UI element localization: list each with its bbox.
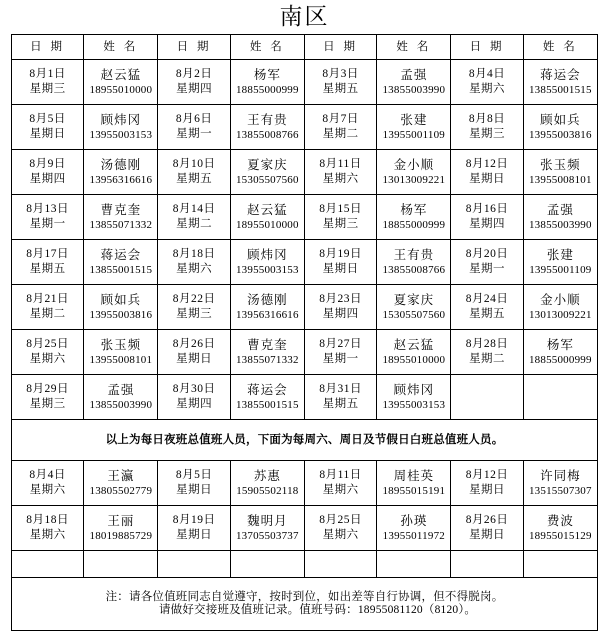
- date-cell: [12, 330, 84, 375]
- weekday-text: 星期五: [469, 308, 506, 320]
- person-phone: 15305507560: [235, 174, 299, 186]
- weekday-text: 星期一: [176, 128, 213, 140]
- column-header-date-4: 日 期: [451, 35, 523, 60]
- person-name: 曹克奎: [247, 338, 288, 352]
- weekday-text: 星期三: [322, 218, 359, 230]
- weekday-text: 星期一: [469, 263, 506, 275]
- person-phone: 13956316616: [89, 174, 153, 186]
- date-cell: [304, 60, 376, 105]
- person-name: 王有贵: [247, 113, 288, 127]
- name-cell: [377, 461, 451, 506]
- date-cell: [158, 375, 230, 420]
- date-cell: [304, 240, 376, 285]
- name-cell: [230, 506, 304, 551]
- person-name: 魏明月: [247, 514, 288, 528]
- person-name: 杨军: [253, 68, 281, 82]
- weekday-text: 星期六: [322, 529, 359, 541]
- page-title: 南区: [279, 4, 330, 29]
- name-cell: [523, 461, 597, 506]
- person-phone: 13955003816: [89, 309, 153, 321]
- name-cell: [523, 195, 597, 240]
- person-phone: 18955015129: [528, 530, 592, 542]
- person-phone: 13013009221: [528, 309, 592, 321]
- date-cell: [304, 506, 376, 551]
- name-cell: [84, 330, 158, 375]
- person-phone: 13855008766: [235, 129, 299, 141]
- name-cell: [230, 60, 304, 105]
- person-name: 顾炜冈: [247, 248, 288, 262]
- name-cell: [377, 285, 451, 330]
- person-name: 蒋运会: [100, 248, 142, 262]
- name-cell-empty: [523, 551, 597, 578]
- weekday-text: 星期六: [176, 263, 213, 275]
- weekday-text: 星期六: [322, 173, 359, 185]
- date-cell: [158, 506, 230, 551]
- person-phone: 13705503737: [235, 530, 299, 542]
- person-name: 周桂英: [393, 469, 435, 483]
- person-name: 苏惠: [253, 469, 281, 483]
- name-cell: [523, 330, 597, 375]
- person-name: 杨军: [400, 203, 428, 217]
- date-text: 8月26日: [465, 514, 509, 526]
- date-text: 8月5日: [29, 113, 66, 125]
- person-name: 赵云猛: [393, 338, 435, 352]
- name-cell: [377, 105, 451, 150]
- date-cell: [304, 285, 376, 330]
- name-cell: [84, 240, 158, 285]
- name-cell: [84, 506, 158, 551]
- weekday-text: 星期三: [29, 398, 66, 410]
- weekday-text: 星期日: [469, 484, 506, 496]
- date-cell: [451, 105, 523, 150]
- date-text: 8月30日: [172, 383, 216, 395]
- name-cell-empty: [84, 551, 158, 578]
- person-phone: 13515507307: [528, 485, 592, 497]
- person-phone: 13855071332: [89, 219, 153, 231]
- table-row: [12, 60, 598, 105]
- column-header-name-2: 姓 名: [230, 35, 304, 60]
- table-row: [12, 330, 598, 375]
- person-name: 孟强: [107, 383, 135, 397]
- date-cell: [451, 240, 523, 285]
- name-cell: [377, 506, 451, 551]
- person-name: 王瀛: [107, 469, 135, 483]
- person-phone: 13955003816: [528, 129, 592, 141]
- date-text: 8月19日: [172, 514, 216, 526]
- name-cell: [377, 375, 451, 420]
- person-name: 赵云猛: [247, 203, 288, 217]
- weekday-text: 星期日: [176, 353, 213, 365]
- date-text: 8月29日: [26, 383, 69, 395]
- weekday-text: 星期五: [29, 263, 66, 275]
- date-text: 8月11日: [319, 158, 362, 170]
- name-cell: [523, 506, 597, 551]
- person-name: 顾炜冈: [393, 383, 435, 397]
- name-cell-empty: [377, 551, 451, 578]
- person-phone: 13855003990: [89, 399, 153, 411]
- date-cell: [12, 195, 84, 240]
- duty-roster-table: [11, 34, 598, 631]
- person-phone: 13855001515: [89, 264, 153, 276]
- table-header: [12, 35, 598, 60]
- column-header-name-1: 姓 名: [84, 35, 158, 60]
- date-text: 8月25日: [319, 514, 362, 526]
- person-name: 金小顺: [393, 158, 435, 172]
- date-cell: [451, 461, 523, 506]
- date-text: 8月22日: [172, 293, 216, 305]
- name-cell: [523, 150, 597, 195]
- date-cell: [12, 60, 84, 105]
- date-cell: [158, 285, 230, 330]
- name-cell: [84, 105, 158, 150]
- name-cell: [230, 285, 304, 330]
- name-cell: [84, 195, 158, 240]
- person-phone: 13955011972: [382, 530, 445, 542]
- divider-note: 以上为每日夜班总值班人员，下面为每周六、周日及节假日白班总值班人员。: [12, 420, 598, 461]
- date-cell: [304, 375, 376, 420]
- name-cell: [377, 150, 451, 195]
- table-row: [12, 240, 598, 285]
- weekday-text: 星期日: [176, 484, 213, 496]
- name-cell: [230, 240, 304, 285]
- person-name: 孟强: [546, 203, 574, 217]
- divider-note-row: [12, 420, 598, 461]
- date-cell: [158, 195, 230, 240]
- date-cell: [12, 105, 84, 150]
- person-phone: 15305507560: [382, 309, 446, 321]
- person-name: 汤德刚: [247, 293, 288, 307]
- date-cell: [12, 285, 84, 330]
- weekday-text: 星期六: [29, 353, 66, 365]
- date-cell: [158, 461, 230, 506]
- date-text: 8月21日: [26, 293, 69, 305]
- weekday-text: 星期二: [322, 128, 359, 140]
- date-cell-empty: [451, 551, 523, 578]
- date-text: 8月4日: [29, 469, 66, 481]
- weekday-text: 星期二: [176, 218, 213, 230]
- name-cell: [377, 240, 451, 285]
- date-cell: [304, 195, 376, 240]
- date-text: 8月15日: [319, 203, 362, 215]
- person-phone: 13955008101: [528, 174, 592, 186]
- person-name: 金小顺: [540, 293, 581, 307]
- date-cell: [451, 150, 523, 195]
- weekday-text: 星期六: [469, 83, 506, 95]
- weekday-text: 星期二: [469, 353, 506, 365]
- weekday-text: 星期四: [176, 398, 213, 410]
- date-text: 8月27日: [319, 338, 362, 350]
- person-name: 王有贵: [393, 248, 435, 262]
- name-cell: [230, 150, 304, 195]
- person-phone: 18955010000: [382, 354, 446, 366]
- weekday-text: 星期三: [29, 83, 66, 95]
- person-phone: 13955008101: [89, 354, 153, 366]
- weekday-text: 星期四: [176, 83, 213, 95]
- name-cell: [84, 375, 158, 420]
- table-row: [12, 461, 598, 506]
- person-phone: 13955003153: [89, 129, 153, 141]
- date-cell: [304, 330, 376, 375]
- person-phone: 18855000999: [382, 219, 446, 231]
- person-name: 张建: [546, 248, 574, 262]
- name-cell: [377, 60, 451, 105]
- date-text: 8月12日: [465, 469, 509, 481]
- weekday-text: 星期三: [469, 128, 506, 140]
- date-cell: [12, 150, 84, 195]
- date-text: 8月9日: [29, 158, 66, 170]
- date-cell: [12, 375, 84, 420]
- date-text: 8月7日: [322, 113, 359, 125]
- date-text: 8月20日: [465, 248, 509, 260]
- name-cell: [230, 461, 304, 506]
- table-row: [12, 150, 598, 195]
- person-name: 孟强: [400, 68, 428, 82]
- table-row: [12, 285, 598, 330]
- date-text: 8月5日: [175, 469, 213, 481]
- person-name: 顾炜冈: [100, 113, 142, 127]
- name-cell: [84, 60, 158, 105]
- name-cell: [523, 60, 597, 105]
- date-cell-empty: [304, 551, 376, 578]
- date-text: 8月25日: [26, 338, 69, 350]
- person-name: 赵云猛: [100, 68, 142, 82]
- person-name: 王丽: [107, 514, 135, 528]
- date-text: 8月31日: [319, 383, 362, 395]
- person-phone: 13855001515: [235, 399, 299, 411]
- date-text: 8月1日: [29, 68, 66, 80]
- name-cell: [230, 375, 304, 420]
- person-phone: 13955003153: [235, 264, 299, 276]
- person-name: 许同梅: [540, 469, 581, 483]
- table-row-empty: [12, 551, 598, 578]
- name-cell: [84, 150, 158, 195]
- date-cell: [158, 60, 230, 105]
- date-cell: [12, 240, 84, 285]
- date-cell: [304, 105, 376, 150]
- date-text: 8月8日: [468, 113, 506, 125]
- person-name: 蒋运会: [247, 383, 288, 397]
- weekday-text: 星期二: [29, 308, 66, 320]
- weekday-text: 星期三: [176, 308, 213, 320]
- weekday-text: 星期一: [29, 218, 66, 230]
- header-row: [12, 35, 598, 60]
- person-name: 孙瑛: [400, 514, 428, 528]
- date-text: 8月18日: [172, 248, 216, 260]
- person-phone: 15905502118: [236, 485, 299, 497]
- person-name: 夏家庆: [393, 293, 435, 307]
- person-phone: 13805502779: [89, 485, 153, 497]
- date-text: 8月14日: [172, 203, 216, 215]
- name-cell: [523, 240, 597, 285]
- date-cell: [158, 150, 230, 195]
- column-header-name-3: 姓 名: [377, 35, 451, 60]
- weekday-text: 星期六: [29, 484, 66, 496]
- date-cell: [158, 330, 230, 375]
- column-header-date-1: 日 期: [12, 35, 84, 60]
- person-phone: 13955001109: [382, 129, 445, 141]
- person-name: 张玉频: [540, 158, 581, 172]
- weekday-text: 星期五: [322, 83, 359, 95]
- person-name: 张建: [400, 113, 428, 127]
- weekday-text: 星期日: [176, 529, 213, 541]
- date-text: 8月23日: [319, 293, 362, 305]
- person-name: 顾如兵: [540, 113, 581, 127]
- date-text: 8月19日: [319, 248, 362, 260]
- table-row: [12, 506, 598, 551]
- person-phone: 13013009221: [382, 174, 446, 186]
- date-cell: [451, 330, 523, 375]
- weekday-text: 星期一: [322, 353, 359, 365]
- person-name: 费波: [546, 514, 574, 528]
- date-text: 8月6日: [175, 113, 213, 125]
- person-name: 曹克奎: [100, 203, 142, 217]
- person-phone: 13855001515: [528, 84, 592, 96]
- footer-note-line-1: 注：请各位值班同志自觉遵守，按时到位，如出差等自行协调，但不得脱岗。: [105, 591, 504, 603]
- date-text: 8月17日: [26, 248, 69, 260]
- person-name: 顾如兵: [100, 293, 142, 307]
- date-text: 8月4日: [468, 68, 506, 80]
- weekday-text: 星期日: [322, 263, 359, 275]
- person-name: 张玉频: [100, 338, 142, 352]
- person-phone: 13855071332: [235, 354, 299, 366]
- night-shift-body: [12, 60, 598, 631]
- name-cell: [377, 330, 451, 375]
- name-cell-empty: [230, 551, 304, 578]
- date-cell-empty: [12, 551, 84, 578]
- name-cell: [523, 105, 597, 150]
- person-phone: 18855000999: [528, 354, 592, 366]
- person-phone: 13855003990: [382, 84, 446, 96]
- person-phone: 13955003153: [382, 399, 446, 411]
- date-text: 8月13日: [26, 203, 69, 215]
- date-text: 8月3日: [322, 68, 359, 80]
- date-cell: [304, 150, 376, 195]
- column-header-date-2: 日 期: [158, 35, 230, 60]
- date-cell: [12, 506, 84, 551]
- name-cell: [523, 285, 597, 330]
- footer-note-line-2: 请做好交接班及值班记录。值班号码：18955081120（8120）。: [158, 604, 477, 616]
- name-cell: [230, 330, 304, 375]
- date-cell: [451, 285, 523, 330]
- date-text: 8月26日: [172, 338, 216, 350]
- date-cell: [12, 461, 84, 506]
- date-cell: [451, 506, 523, 551]
- name-cell: [84, 461, 158, 506]
- date-cell-empty: [158, 551, 230, 578]
- name-cell: [230, 195, 304, 240]
- person-phone: 18955010000: [89, 84, 153, 96]
- weekday-text: 星期六: [29, 529, 66, 541]
- person-phone: 18855000999: [235, 84, 299, 96]
- name-cell: [230, 105, 304, 150]
- date-text: 8月11日: [319, 469, 362, 481]
- date-cell: [451, 195, 523, 240]
- weekday-text: 星期五: [176, 173, 213, 185]
- table-row: [12, 105, 598, 150]
- weekday-text: 星期日: [469, 173, 506, 185]
- name-cell: [84, 285, 158, 330]
- person-name: 蒋运会: [540, 68, 581, 82]
- person-name: 杨军: [546, 338, 574, 352]
- person-phone: 18955015191: [382, 485, 446, 497]
- person-name: 汤德刚: [100, 158, 142, 172]
- person-phone: 18019885729: [89, 530, 153, 542]
- weekday-text: 星期五: [322, 398, 359, 410]
- footer-note-row: [12, 578, 598, 631]
- date-cell: [304, 461, 376, 506]
- footer-note: [12, 578, 598, 631]
- date-text: 8月12日: [465, 158, 509, 170]
- weekday-text: 星期四: [322, 308, 359, 320]
- table-row: [12, 195, 598, 240]
- date-cell: [158, 240, 230, 285]
- name-cell-empty: [523, 375, 597, 420]
- weekday-text: 星期四: [29, 173, 66, 185]
- date-text: 8月16日: [465, 203, 509, 215]
- column-header-name-4: 姓 名: [523, 35, 597, 60]
- weekday-text: 星期日: [29, 128, 66, 140]
- date-text: 8月24日: [465, 293, 509, 305]
- date-cell: [451, 60, 523, 105]
- person-phone: 13956316616: [235, 309, 299, 321]
- column-header-date-3: 日 期: [304, 35, 376, 60]
- date-text: 8月10日: [172, 158, 216, 170]
- table-row: [12, 375, 598, 420]
- person-name: 夏家庆: [247, 158, 288, 172]
- date-text: 8月28日: [465, 338, 509, 350]
- name-cell: [377, 195, 451, 240]
- date-cell-empty: [451, 375, 523, 420]
- date-text: 8月2日: [175, 68, 213, 80]
- weekday-text: 星期四: [469, 218, 506, 230]
- weekday-text: 星期六: [322, 484, 359, 496]
- weekday-text: 星期日: [469, 529, 506, 541]
- person-phone: 18955010000: [235, 219, 299, 231]
- person-phone: 13855008766: [382, 264, 446, 276]
- date-text: 8月18日: [26, 514, 69, 526]
- date-cell: [158, 105, 230, 150]
- person-phone: 13855003990: [528, 219, 592, 231]
- person-phone: 13955001109: [529, 264, 592, 276]
